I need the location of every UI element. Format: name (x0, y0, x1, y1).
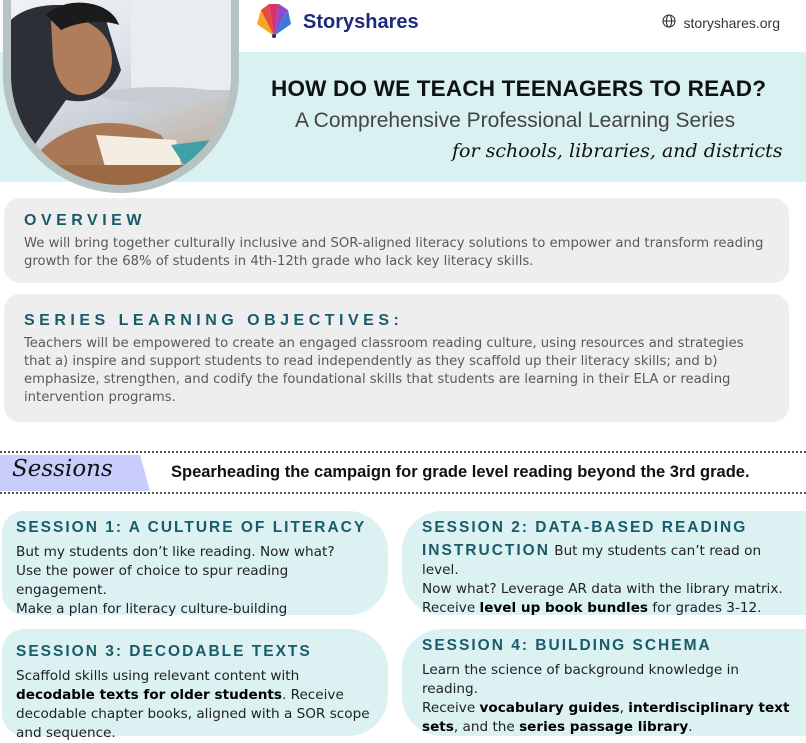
session-3-bold-1: decodable texts for older students (16, 687, 282, 703)
session-3-body (16, 667, 374, 743)
session-4-card (402, 629, 806, 736)
objectives-heading: SERIES LEARNING OBJECTIVES: (24, 312, 404, 329)
student-reading-photo (11, 0, 231, 185)
overview-heading: OVERVIEW (24, 212, 146, 229)
photo-frame (3, 0, 239, 193)
session-3-text-1: Scaffold skills using relevant content with (16, 668, 300, 684)
book-fan-logo-icon (255, 2, 293, 42)
session-1-heading: SESSION 1: A CULTURE OF LITERACY (16, 519, 367, 536)
page-subtitle: A Comprehensive Professional Learning Series (295, 109, 736, 132)
globe-icon (662, 14, 676, 31)
session-2-heading: SESSION 2: DATA-BASED READING (422, 519, 748, 536)
session-4-bold-3: interdisciplinary text sets (422, 700, 790, 735)
page-title: HOW DO WE TEACH TEENAGERS TO READ? (271, 76, 767, 101)
session-4-text-2: Receive (422, 700, 480, 716)
session-2-text-3b: for grades 3-12. (648, 600, 762, 616)
sessions-label: Sessions (12, 456, 113, 482)
site-link[interactable] (662, 14, 780, 31)
session-4-heading: SESSION 4: BUILDING SCHEMA (422, 637, 712, 654)
overview-card (4, 198, 789, 283)
page-tagline: for schools, libraries, and districts (452, 140, 783, 162)
session-3-text-2: . Receive decodable chapter books, aligned with a SOR scope and sequence. (16, 687, 370, 741)
site-url: storyshares.org (683, 14, 780, 31)
session-2-text-1: But my students can’t read on level. (422, 543, 762, 578)
session-1-line-2: Use the power of choice to spur reading engagement. (16, 563, 289, 598)
session-4-text-5: . (688, 719, 693, 735)
objectives-card (4, 294, 789, 422)
session-4-text-4: , and the (453, 719, 520, 735)
session-4-bold-4: series passage library (519, 719, 689, 735)
session-1-body (16, 543, 374, 619)
session-4-line-1: Learn the science of background knowledge in reading. (422, 662, 739, 697)
objectives-body: Teachers will be empowered to create an engaged classroom reading culture, using resources and strategies that a) inspire and support students to read independently as they scaffold up their literacy skills; and b) emphasize, strengthen, and codify the foundational skills that students are learning in their ELA or reading intervention programs. (24, 336, 744, 405)
session-4-text-3: , (619, 700, 629, 716)
brand-name: Storyshares (303, 10, 419, 33)
session-1-line-1: But my students don’t like reading. Now what? (16, 544, 335, 560)
session-2-body (422, 541, 792, 618)
session-4-bold-2: vocabulary guides (479, 700, 620, 716)
session-2-line-2: Now what? Leverage AR data with the library matrix. (422, 581, 783, 597)
overview-body: We will bring together culturally inclusive and SOR-aligned literacy solutions to empower and transform reading growth for the 68% of students in 4th-12th grade who lack key literacy skills. (24, 236, 764, 269)
session-1-line-3: Make a plan for literacy culture-building (16, 601, 288, 617)
divider-bottom (0, 492, 806, 494)
session-4-body (422, 661, 792, 737)
session-3-card (2, 629, 388, 741)
session-2-heading-cont: INSTRUCTION (422, 542, 550, 559)
photo-illustration (11, 0, 231, 185)
session-2-card (402, 511, 806, 615)
brand[interactable] (255, 3, 419, 41)
session-3-heading: SESSION 3: DECODABLE TEXTS (16, 643, 312, 660)
session-1-card (2, 511, 388, 615)
sessions-tagline: Spearheading the campaign for grade level reading beyond the 3rd grade. (171, 463, 750, 481)
session-2-bold-3: level up book bundles (479, 600, 649, 616)
session-2-text-3a: Receive (422, 600, 480, 616)
divider-top (0, 451, 806, 453)
